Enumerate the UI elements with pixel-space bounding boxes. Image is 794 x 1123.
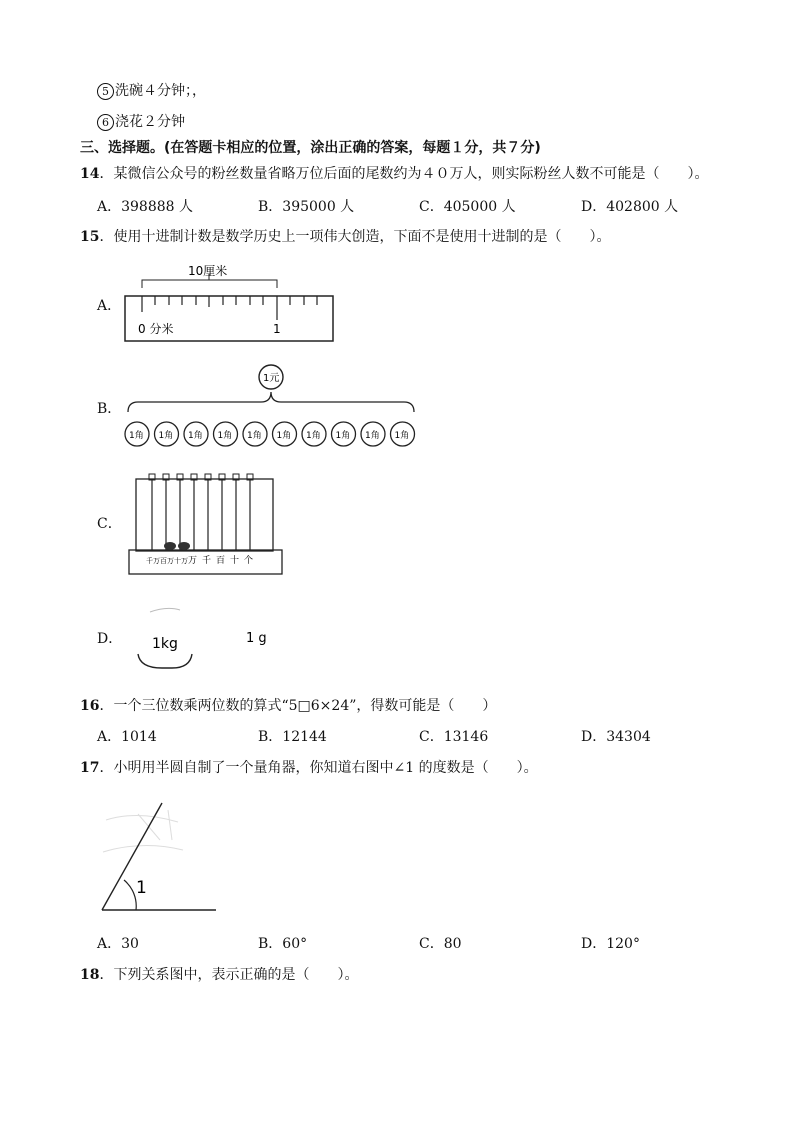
q17-option-a[interactable]: A．30 <box>97 936 139 952</box>
question-text: ．某微信公众号的粉丝数量省略万位后面的尾数约为４０万人，则实际粉丝人数不可能是（ ）。 <box>99 166 709 182</box>
step-text: 浇花２分钟 <box>115 114 185 130</box>
q16-option-d[interactable]: D．34304 <box>581 729 651 745</box>
abacus-place-label: 百 <box>216 556 226 566</box>
q17-option-b[interactable]: B．60° <box>258 936 308 952</box>
q16-option-b[interactable]: B．12144 <box>258 729 327 745</box>
question-number: 15 <box>80 229 100 245</box>
abacus-place-label: 百万 <box>160 557 174 565</box>
ruler-figure <box>122 262 336 344</box>
jiao-coin-label: 1角 <box>129 431 144 441</box>
jiao-coin-label: 1角 <box>365 431 380 441</box>
question-14 <box>80 165 708 183</box>
question-text: ．一个三位数乘两位数的算式“5□6×24”，得数可能是（ ） <box>99 698 497 714</box>
step-6 <box>97 113 185 131</box>
question-number: 14 <box>80 166 100 182</box>
q17-option-c[interactable]: C．80 <box>419 936 462 952</box>
abacus-place-label: 十万 <box>174 557 188 565</box>
question-18 <box>80 966 358 984</box>
jiao-coin-label: 1角 <box>247 431 262 441</box>
abacus-place-label: 千万 <box>146 557 160 565</box>
abacus-place-label: 个 <box>244 556 254 566</box>
q15-option-b-label[interactable]: B． <box>97 401 122 417</box>
abacus-place-label: 千 <box>202 556 212 566</box>
jiao-coin-label: 1角 <box>306 431 321 441</box>
jiao-coin-label: 1角 <box>158 431 174 441</box>
angle-figure <box>98 800 222 916</box>
question-text: ．小明用半圆自制了一个量角器，你知道右图中∠1 的度数是（ ）。 <box>99 760 538 776</box>
question-text: ．下列关系图中，表示正确的是（ ）。 <box>99 967 359 983</box>
abacus-place-label: 万 <box>188 556 198 566</box>
jiao-coin-label: 1角 <box>335 431 351 441</box>
coins-figure <box>122 362 418 452</box>
q14-option-d[interactable]: D．402800 人 <box>581 199 679 215</box>
q14-option-a[interactable]: A．398888 人 <box>97 199 194 215</box>
question-number: 16 <box>80 698 100 714</box>
abacus-figure <box>128 471 284 577</box>
jiao-coin-label: 1角 <box>217 431 233 441</box>
q15-option-c-label[interactable]: C． <box>97 516 122 532</box>
question-16 <box>80 697 496 715</box>
jiao-coin-label: 1角 <box>188 431 203 441</box>
ruler-one-label: 1 <box>273 322 281 336</box>
q15-option-a-label[interactable]: A． <box>97 298 122 314</box>
question-17 <box>80 759 538 777</box>
abacus-place-label: 十 <box>230 556 240 566</box>
question-text: ．使用十进制计数是数学历史上一项伟大创造，下面不是使用十进制的是（ ）。 <box>99 229 611 245</box>
circled-number: 6 <box>97 114 114 131</box>
jiao-coin-label: 1角 <box>276 431 292 441</box>
step-5 <box>97 82 206 100</box>
weight-g-label: 1 g <box>246 631 267 646</box>
weight-kg-label: 1kg <box>152 636 178 652</box>
yuan-coin-label: 1元 <box>263 373 280 384</box>
weights-figure <box>132 598 292 672</box>
q17-option-d[interactable]: D．120° <box>581 936 640 952</box>
q16-option-c[interactable]: C．13146 <box>419 729 489 745</box>
q14-option-b[interactable]: B．395000 人 <box>258 199 355 215</box>
ruler-top-label: 10厘米 <box>188 264 228 278</box>
q16-option-a[interactable]: A．1014 <box>97 729 157 745</box>
jiao-coin-label: 1角 <box>394 431 410 441</box>
ruler-zero-label: 0 分米 <box>138 322 174 336</box>
question-number: 18 <box>80 967 100 983</box>
question-15 <box>80 228 610 246</box>
circled-number: 5 <box>97 83 114 100</box>
q15-option-d-label[interactable]: D． <box>97 631 123 647</box>
step-text: 洗碗４分钟；， <box>115 83 206 99</box>
q14-option-c[interactable]: C．405000 人 <box>419 199 516 215</box>
question-number: 17 <box>80 760 100 776</box>
angle-label: 1 <box>136 878 147 898</box>
section-3-title: 三、选择题。(在答题卡相应的位置，涂出正确的答案，每题１分，共７分) <box>80 140 541 156</box>
